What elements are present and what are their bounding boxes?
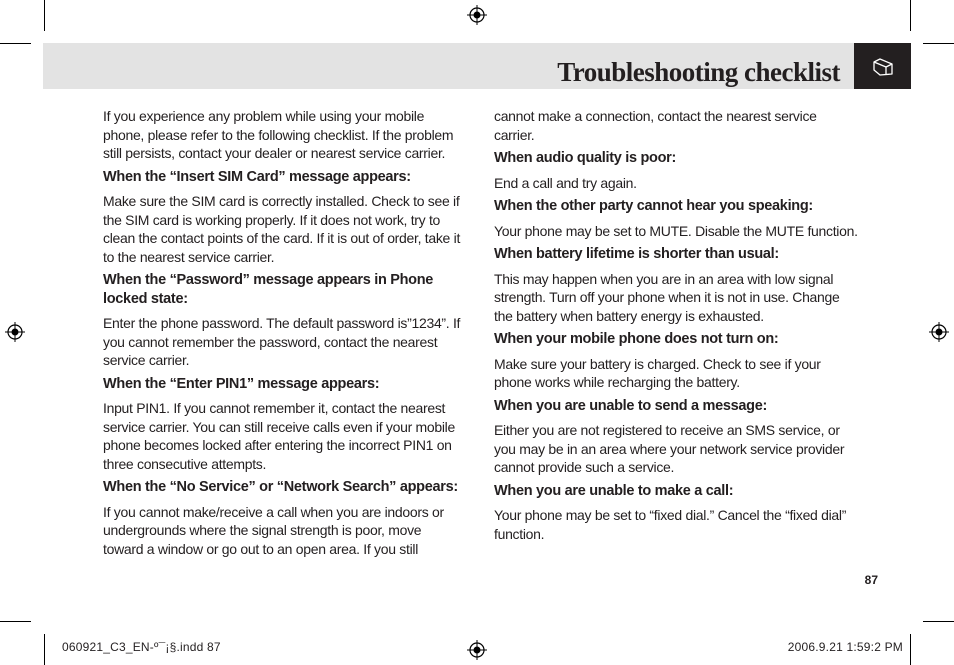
section-heading: When you are unable to send a message: xyxy=(494,397,768,414)
section-body: Your phone may be set to MUTE. Disable the MUTE function. xyxy=(494,222,858,239)
section-body: Make sure your battery is charged. Check to see if your phone works while recharging the battery. xyxy=(494,355,821,390)
section-body: Your phone may be set to “fixed dial.” Cancel the “fixed dial” function. xyxy=(494,507,847,542)
section-body: This may happen when you are in an area with low signal strength. Turn off your phone when it is not in use. Change the battery when battery energy is exhausted. xyxy=(494,270,840,324)
header-tab xyxy=(854,43,911,89)
section-body: If you cannot make/receive a call when you are indoors or undergrounds where the signal strength is poor, move toward a window or go out to an open area. If you still xyxy=(103,503,444,557)
crop-mark xyxy=(923,43,954,44)
crop-mark xyxy=(910,0,911,31)
section-heading: When you are unable to make a call: xyxy=(494,482,734,499)
crop-mark xyxy=(910,634,911,665)
registration-mark-icon xyxy=(467,5,487,25)
registration-mark-icon xyxy=(467,640,487,660)
crop-mark xyxy=(44,0,45,31)
section-heading: When your mobile phone does not turn on: xyxy=(494,331,779,347)
section-heading: When the “Password” message appears in Phone locked state: xyxy=(103,272,434,307)
section-body: Either you are not registered to receive an SMS service, or you may be in an area where your network service provider cannot provide such a service. xyxy=(494,422,845,475)
crop-mark xyxy=(0,43,31,44)
page-title: Troubleshooting checklist xyxy=(557,57,840,87)
crop-mark xyxy=(0,621,31,622)
section-body: End a call and try again. xyxy=(494,174,637,191)
crop-mark xyxy=(44,634,45,665)
section-body: Input PIN1. If you cannot remember it, contact the nearest service carrier. You can still receive calls even if your mobile phone becomes locked after entering the incorrect PIN1 on three consecutive attempts. xyxy=(103,400,455,472)
section-heading: When audio quality is poor: xyxy=(494,150,677,166)
section-heading: When the “Enter PIN1” message appears: xyxy=(103,375,380,392)
section-body: Enter the phone password. The default password is”1234”. If you cannot remember the password, contact the nearest service carrier. xyxy=(103,315,461,368)
folder-icon xyxy=(872,58,894,76)
intro-paragraph: If you experience any problem while using your mobile phone, please refer to the following checklist. If the problem still persists, contact your dealer or nearest service carrier. xyxy=(103,108,454,161)
continuation-paragraph: cannot make a connection, contact the nearest service carrier. xyxy=(494,108,817,143)
section-body: Make sure the SIM card is correctly installed. Check to see if the SIM card is working properly. If it does not work, try to clean the contact points of the card. If it is out of order, take it to the nearest service carrier. xyxy=(103,193,461,265)
left-column xyxy=(103,107,463,562)
section-heading: When the other party cannot hear you speaking: xyxy=(494,198,813,214)
section-heading: When the “No Service” or “Network Search” appears: xyxy=(103,479,458,495)
slug-timestamp: 2006.9.21 1:59:2 PM xyxy=(787,640,903,654)
section-heading: When the “Insert SIM Card” message appears: xyxy=(103,168,411,185)
registration-mark-icon xyxy=(929,322,949,342)
section-heading: When battery lifetime is shorter than usual: xyxy=(494,246,779,262)
crop-mark xyxy=(923,621,954,622)
registration-mark-icon xyxy=(5,322,25,342)
right-column xyxy=(494,107,858,547)
page-number: 87 xyxy=(864,573,878,587)
slug-filename: 060921_C3_EN-º¯¡§.indd 87 xyxy=(62,640,221,654)
